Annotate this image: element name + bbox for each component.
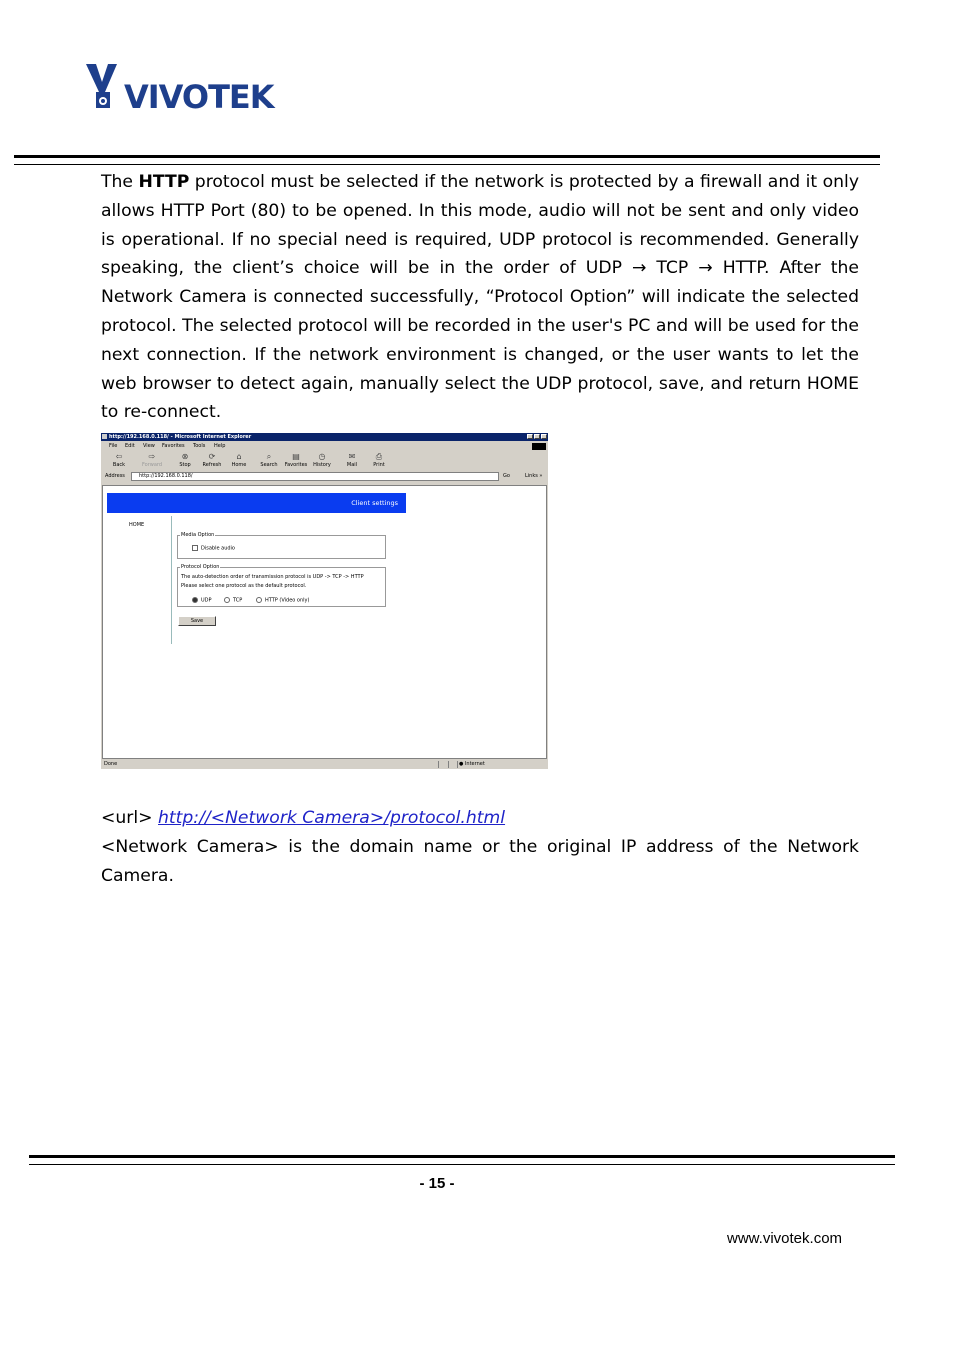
home-icon: ⌂ [236, 452, 242, 461]
protocol-paragraph: The HTTP protocol must be selected if the network is protected by a firewall and it only allows HTTP Port (80) to be opened. In this mode, audio will not be sent and only video is operational. If no special need is required, UDP protocol is recommended. Generally speaking, the client’s choice will be in the order of UDP → TCP → HTTP. After the Network Camera is connected successfully, “Protocol Option” will indicate the selected protocol. The selected protocol will be recorded in the user's PC and will be used for the next connection. If the network environment is changed, or the user wants to let the web browser to detect again, manually select the UDP protocol, save, and return HOME to re-connect. [101, 172, 859, 423]
protocol-desc-line2: Please select one protocol as the default protocol. [181, 583, 307, 589]
radio-selected-icon[interactable] [192, 597, 198, 603]
favorites-icon: ▤ [292, 452, 300, 461]
radio-tcp[interactable]: TCP [224, 597, 242, 604]
forward-icon: ⇨ [148, 452, 156, 461]
media-option-legend: Media Option [181, 532, 215, 538]
windows-flag-icon [532, 443, 546, 450]
radio-icon[interactable] [224, 597, 230, 603]
disable-audio-option[interactable]: Disable audio [192, 545, 235, 552]
close-icon[interactable] [541, 434, 547, 439]
home-link[interactable]: HOME [129, 522, 145, 528]
client-settings-banner: Client settings [107, 493, 406, 513]
minimize-icon[interactable] [527, 434, 533, 439]
back-icon: ⇦ [115, 452, 123, 461]
browser-titlebar: http://192.168.0.118/ - Microsoft Internet Explorer [101, 433, 548, 441]
browser-content [102, 485, 547, 759]
browser-screenshot [101, 433, 548, 769]
favorites-button[interactable]: ▤ Favorites [282, 452, 310, 470]
footer-rule [29, 1155, 895, 1165]
browser-menubar [101, 442, 548, 450]
radio-udp[interactable]: UDP [192, 597, 212, 604]
back-button[interactable]: ⇦ Back [105, 452, 133, 470]
refresh-icon: ⟳ [208, 452, 216, 461]
status-separator [438, 761, 439, 768]
status-done: Done [104, 761, 118, 767]
mail-icon: ✉ [348, 452, 356, 461]
url-prefix: <url> [101, 808, 159, 828]
status-separator [448, 761, 449, 768]
history-button[interactable]: ◷ History [308, 452, 336, 470]
protocol-desc-line1: The auto-detection order of transmission protocol is UDP -> TCP -> HTTP [181, 574, 364, 580]
stop-button[interactable]: ⊗ Stop [171, 452, 199, 470]
forward-button[interactable]: ⇨ Forward [138, 452, 166, 470]
menu-view[interactable]: View [143, 443, 155, 449]
footer-website: www.vivotek.com [727, 1230, 843, 1247]
ie-icon [102, 434, 107, 439]
browser-statusbar [101, 760, 548, 769]
nav-divider [171, 516, 172, 644]
protocol-option-fieldset [177, 564, 386, 607]
radio-http[interactable]: HTTP (Video only) [256, 597, 309, 604]
media-option-fieldset [177, 532, 386, 559]
search-icon: ⌕ [266, 452, 272, 461]
menu-edit[interactable]: Edit [125, 443, 135, 449]
header-rule [14, 155, 880, 165]
mail-button[interactable]: ✉ Mail [338, 452, 366, 470]
links-button[interactable]: Links » [525, 473, 543, 479]
browser-toolbar [101, 452, 548, 470]
logo-wordmark: VIVOTEK [124, 78, 274, 114]
search-button[interactable]: ⌕ Search [255, 452, 283, 470]
protocol-option-legend: Protocol Option [181, 564, 220, 570]
home-button[interactable]: ⌂ Home [225, 452, 253, 470]
address-bar [101, 471, 548, 482]
address-input[interactable]: http://192.168.0.118/ [131, 472, 499, 481]
history-icon: ◷ [318, 452, 326, 461]
refresh-button[interactable]: ⟳ Refresh [198, 452, 226, 470]
menu-file[interactable]: File [109, 443, 118, 449]
menu-help[interactable]: Help [214, 443, 226, 449]
address-label: Address [105, 473, 125, 479]
print-button[interactable]: ⎙ Print [365, 452, 393, 470]
status-separator [457, 761, 458, 768]
checkbox-icon[interactable] [192, 545, 198, 551]
menu-favorites[interactable]: Favorites [162, 443, 185, 449]
menu-tools[interactable]: Tools [193, 443, 206, 449]
url-line [101, 804, 859, 833]
go-button[interactable]: Go [503, 473, 510, 479]
radio-icon[interactable] [256, 597, 262, 603]
http-bold: HTTP [138, 172, 190, 192]
print-icon: ⎙ [375, 452, 383, 461]
maximize-icon[interactable] [534, 434, 540, 439]
page-number: - 15 - [419, 1175, 455, 1192]
stop-icon: ⊗ [181, 452, 189, 461]
vivotek-logo [84, 60, 294, 114]
protocol-url-link[interactable]: http://<Network Camera>/protocol.html [158, 808, 506, 828]
save-button[interactable]: Save [178, 616, 216, 626]
status-zone: ● Internet [459, 761, 485, 767]
network-camera-description: <Network Camera> is the domain name or the original IP address of the Network Camera. [101, 837, 859, 886]
